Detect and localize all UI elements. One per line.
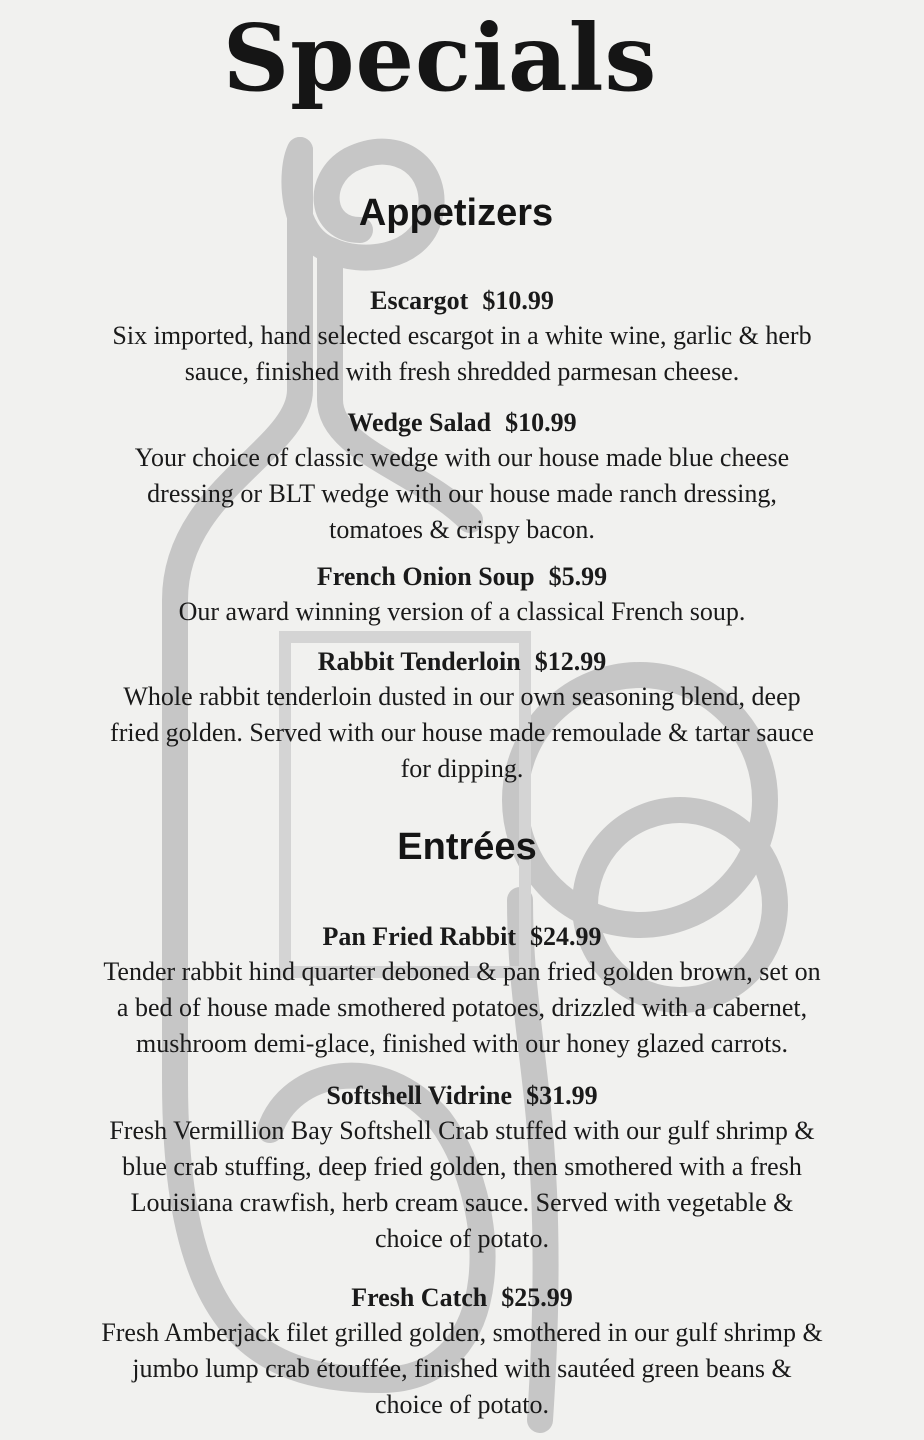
item-description-line: Fresh Amberjack filet grilled golden, smothered in our gulf shrimp &	[101, 1318, 823, 1347]
item-title	[0, 1281, 924, 1315]
item-description-line: tomatoes & crispy bacon.	[329, 515, 595, 544]
item-title	[0, 645, 924, 679]
item-name: Fresh Catch	[351, 1283, 488, 1312]
item-price: $31.99	[526, 1081, 598, 1110]
item-description-line: Fresh Vermillion Bay Softshell Crab stuffed with our gulf shrimp &	[109, 1116, 815, 1145]
item-name: Wedge Salad	[347, 408, 492, 437]
item-description-line: sauce, finished with fresh shredded parmesan cheese.	[184, 357, 740, 386]
menu-item-pan-fried-rabbit	[0, 920, 924, 1062]
item-description-line: Our award winning version of a classical French soup.	[178, 597, 746, 626]
item-title	[0, 406, 924, 440]
entrees-heading: Entrées	[397, 826, 537, 868]
item-description-line: a bed of house made smothered potatoes, drizzled with a cabernet,	[116, 993, 808, 1022]
item-description-line: blue crab stuffing, deep fried golden, then smothered with a fresh	[122, 1152, 802, 1181]
item-price: $5.99	[548, 562, 608, 591]
item-description-line: for dipping.	[400, 754, 524, 783]
item-name: French Onion Soup	[316, 562, 535, 591]
item-description-line: Tender rabbit hind quarter deboned & pan fried golden brown, set on	[103, 957, 821, 986]
menu-item-fresh-catch	[0, 1281, 924, 1423]
appetizers-heading: Appetizers	[358, 192, 554, 234]
menu-item-escargot	[0, 284, 924, 390]
menu-item-rabbit-tenderloin	[0, 645, 924, 787]
item-title	[0, 920, 924, 954]
item-description-line: Whole rabbit tenderloin dusted in our own seasoning blend, deep	[123, 682, 801, 711]
item-description-line: Your choice of classic wedge with our house made blue cheese	[134, 443, 790, 472]
item-name: Rabbit Tenderloin	[317, 647, 521, 676]
item-name: Pan Fried Rabbit	[322, 922, 517, 951]
item-description-line: mushroom demi-glace, finished with our honey glazed carrots.	[136, 1029, 788, 1058]
item-price: $10.99	[482, 286, 554, 315]
item-price: $10.99	[505, 408, 577, 437]
item-price: $24.99	[530, 922, 602, 951]
item-title	[0, 1079, 924, 1113]
item-name: Softshell Vidrine	[326, 1081, 513, 1110]
menu-item-french-onion-soup	[0, 560, 924, 630]
item-description-line: Louisiana crawfish, herb cream sauce. Served with vegetable &	[130, 1188, 794, 1217]
item-description-line: choice of potato.	[375, 1390, 549, 1419]
menu-item-wedge-salad	[0, 406, 924, 548]
page-title: Specials	[222, 4, 658, 112]
item-price: $25.99	[501, 1283, 573, 1312]
item-name: Escargot	[370, 286, 469, 315]
item-description-line: jumbo lump crab étouffée, finished with sautéed green beans &	[132, 1354, 792, 1383]
item-description-line: dressing or BLT wedge with our house made ranch dressing,	[147, 479, 777, 508]
item-price: $12.99	[534, 647, 607, 676]
item-title	[0, 560, 924, 594]
item-description-line: fried golden. Served with our house made remoulade & tartar sauce	[110, 718, 814, 747]
item-title	[0, 284, 924, 318]
item-description-line: choice of potato.	[375, 1224, 549, 1253]
menu-item-softshell-vidrine	[0, 1079, 924, 1257]
item-description-line: Six imported, hand selected escargot in a white wine, garlic & herb	[112, 321, 812, 350]
